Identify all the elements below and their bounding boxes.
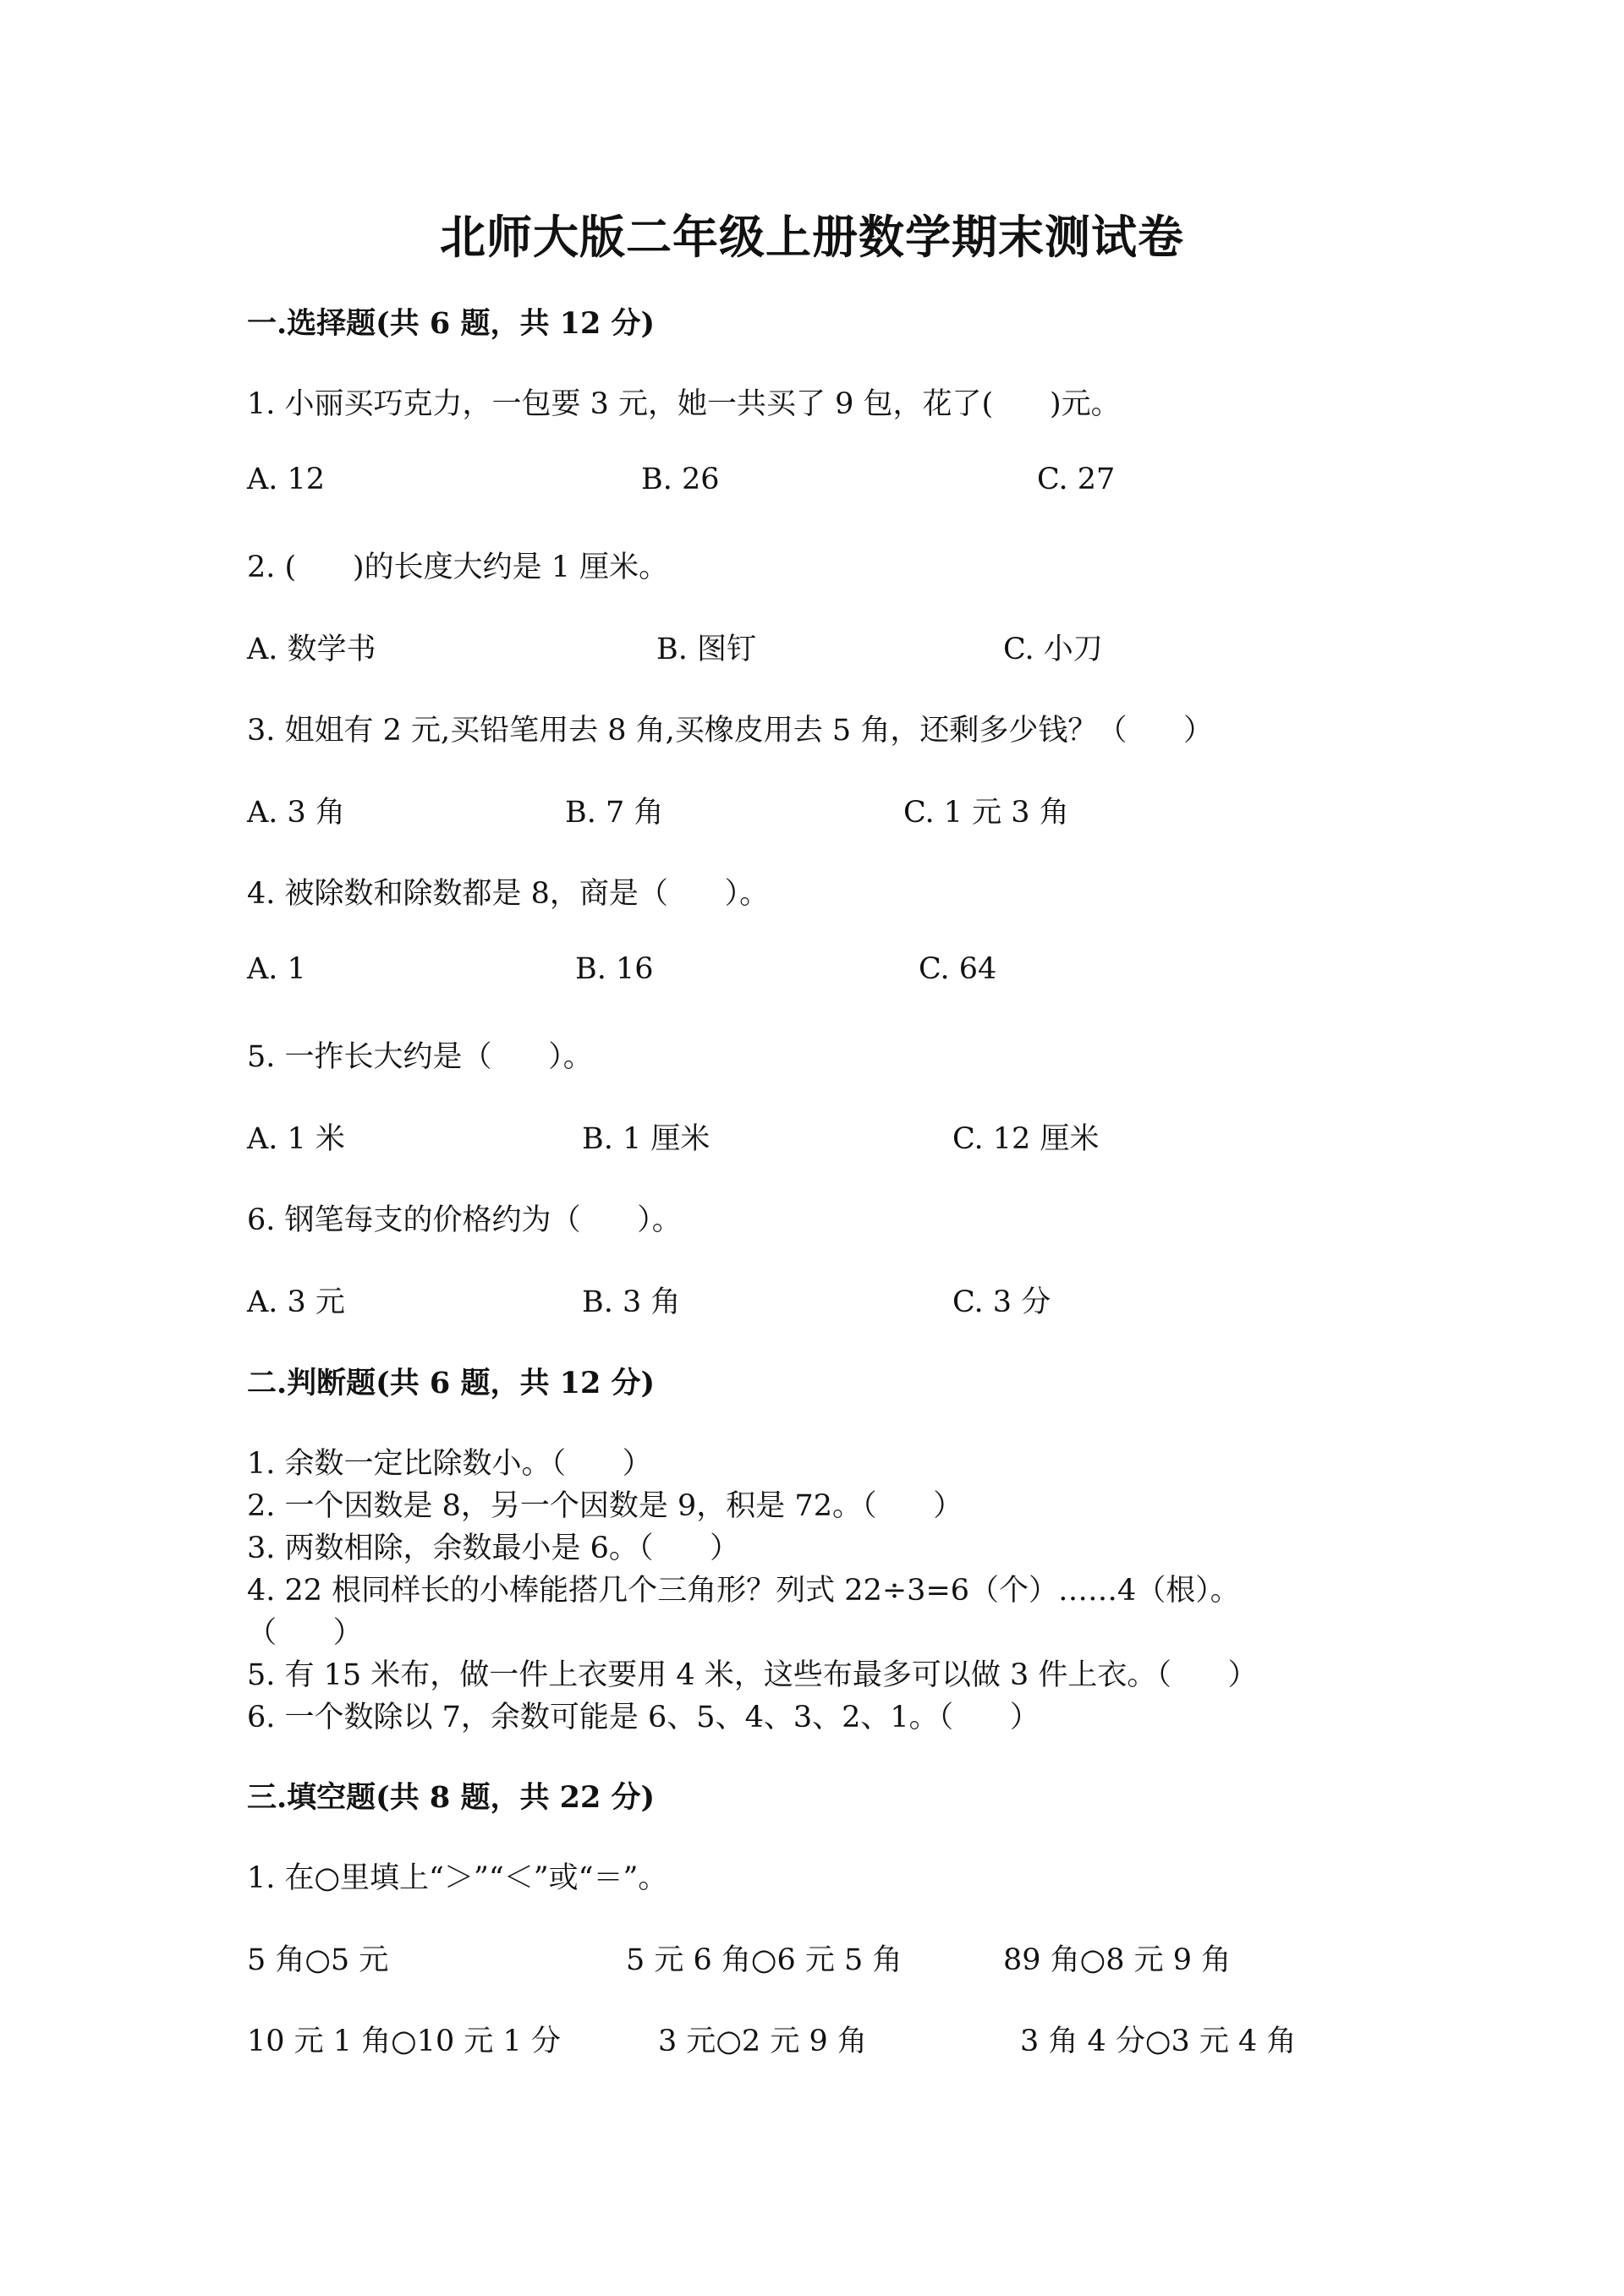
question-4: 4. 被除数和除数都是 8，商是（ ）。 [247, 877, 770, 911]
page-title: 北师大版二年级上册数学期末测试卷 [440, 210, 1184, 264]
fill-question-1: 1. 在○里填上“＞”“＜”或“＝”。 [247, 1861, 668, 1895]
section-heading-fill: 三.填空题(共 8 题，共 22 分) [247, 1780, 656, 1815]
option-a: A. 3 元 [247, 1285, 345, 1319]
section-heading-judge: 二.判断题(共 6 题，共 12 分) [247, 1366, 656, 1400]
compare-item: 10 元 1 角○10 元 1 分 [247, 2025, 561, 2058]
compare-item: 3 角 4 分○3 元 4 角 [1020, 2025, 1297, 2058]
option-a: A. 1 米 [247, 1122, 345, 1156]
option-b: B. 1 厘米 [582, 1122, 710, 1156]
judge-item-3: 3. 两数相除，余数最小是 6。（ ） [247, 1532, 740, 1565]
option-c: C. 12 厘米 [952, 1122, 1100, 1156]
compare-item: 5 角○5 元 [247, 1943, 389, 1977]
judge-item-2: 2. 一个因数是 8，另一个因数是 9，积是 72。（ ） [247, 1489, 963, 1523]
question-6: 6. 钢笔每支的价格约为（ ）。 [247, 1203, 682, 1237]
compare-item: 3 元○2 元 9 角 [658, 2025, 867, 2058]
judge-item-6: 6. 一个数除以 7，余数可能是 6、5、4、3、2、1。（ ） [247, 1701, 1040, 1734]
judge-item-5: 5. 有 15 米布，做一件上衣要用 4 米，这些布最多可以做 3 件上衣。（ ） [247, 1658, 1258, 1692]
compare-item: 5 元 6 角○6 元 5 角 [626, 1943, 903, 1977]
question-5: 5. 一拃长大约是（ ）。 [247, 1040, 593, 1074]
option-b: B. 3 角 [582, 1285, 681, 1319]
question-3: 3. 姐姐有 2 元,买铅笔用去 8 角,买橡皮用去 5 角，还剩多少钱？（ ） [247, 714, 1214, 748]
option-c: C. 64 [919, 952, 997, 986]
option-a: A. 1 [247, 952, 306, 986]
judge-item-4: 4. 22 根同样长的小棒能搭几个三角形？列式 22÷3=6（个）……4（根）。 [247, 1574, 1240, 1608]
option-c: C. 小刀 [1003, 633, 1103, 666]
option-c: C. 3 分 [952, 1285, 1051, 1319]
section-heading-choice: 一.选择题(共 6 题，共 12 分) [247, 306, 656, 341]
option-b: B. 26 [641, 463, 720, 496]
option-a: A. 数学书 [247, 633, 376, 666]
question-1: 1. 小丽买巧克力，一包要 3 元，她一共买了 9 包，花了( )元。 [247, 387, 1121, 421]
option-a: A. 3 角 [247, 796, 345, 830]
option-b: B. 7 角 [565, 796, 664, 830]
judge-item-1: 1. 余数一定比除数小。（ ） [247, 1447, 652, 1481]
compare-item: 89 角○8 元 9 角 [1003, 1943, 1232, 1977]
option-c: C. 1 元 3 角 [903, 796, 1069, 830]
option-a: A. 12 [247, 463, 326, 496]
question-2: 2. ( )的长度大约是 1 厘米。 [247, 551, 669, 584]
option-b: B. 16 [575, 952, 654, 986]
option-c: C. 27 [1037, 463, 1116, 496]
option-b: B. 图钉 [656, 633, 756, 666]
judge-item-4-blank: （ ） [247, 1616, 363, 1650]
